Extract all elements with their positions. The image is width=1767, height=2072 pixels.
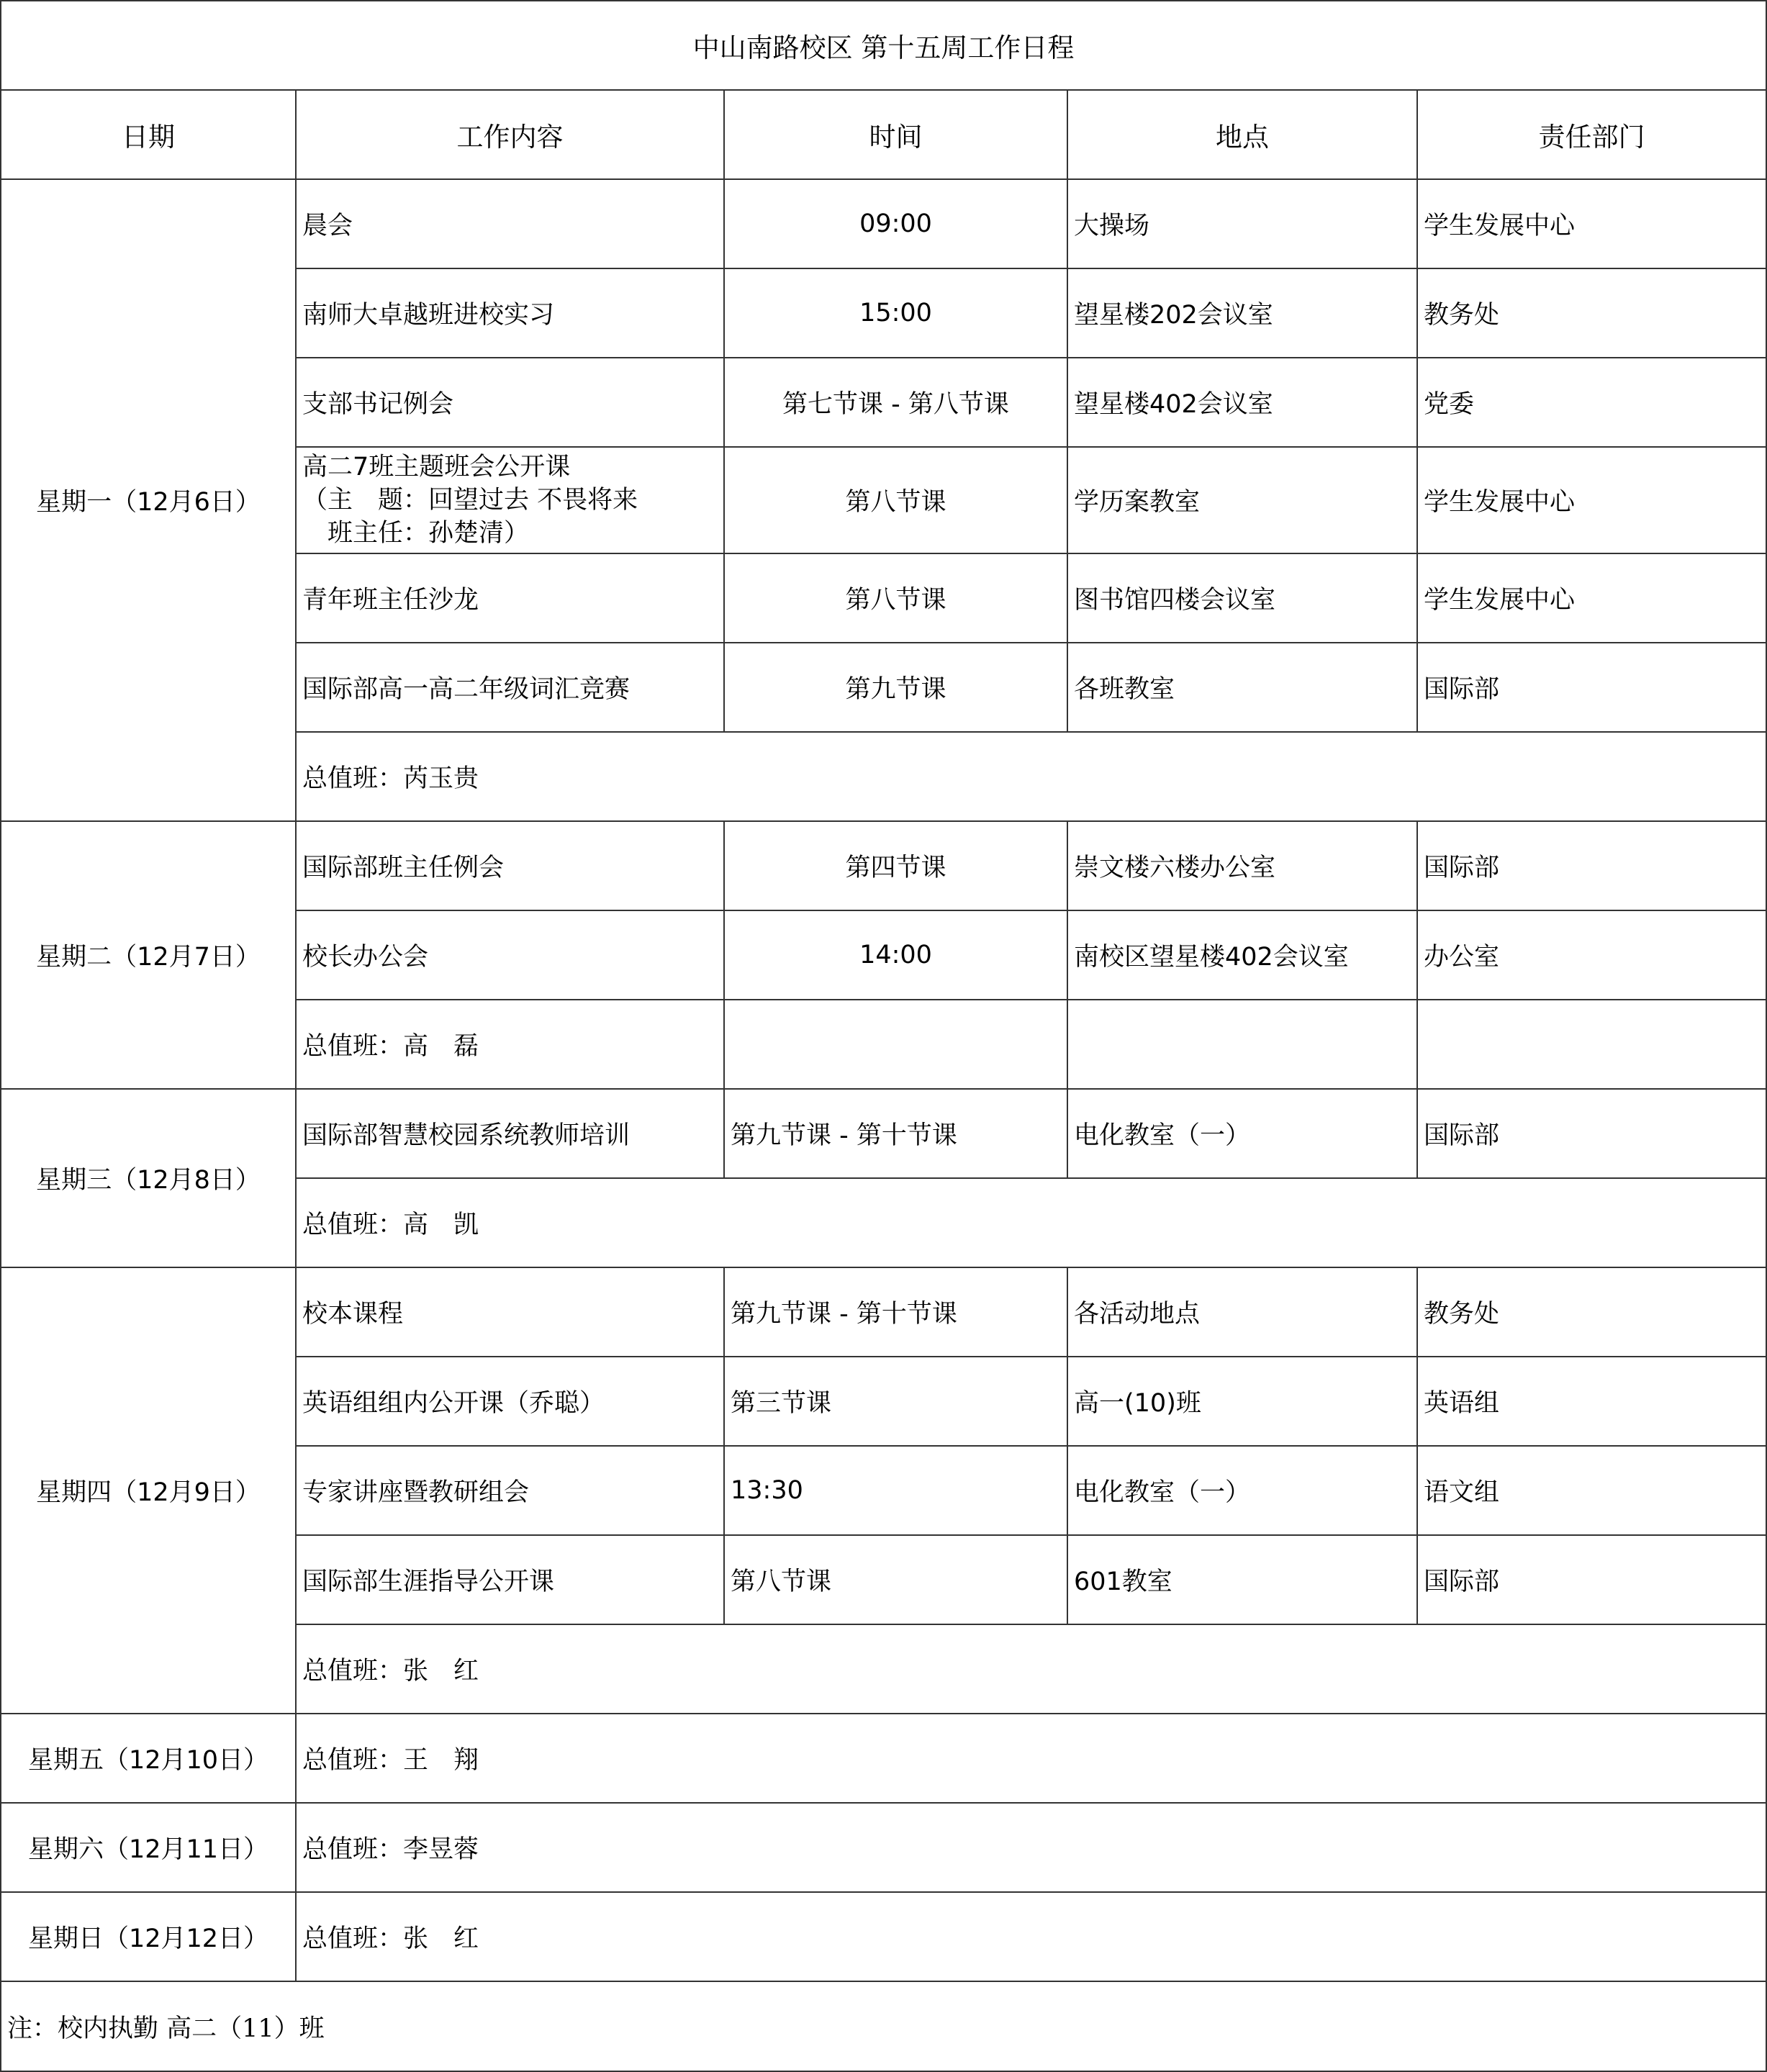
header-content: 工作内容 xyxy=(296,90,724,179)
header-dept: 责任部门 xyxy=(1417,90,1766,179)
duty-cell-tue: 总值班：高 磊 xyxy=(296,1000,724,1089)
table-row xyxy=(1,179,1766,268)
dept-cell: 党委 xyxy=(1417,358,1766,447)
place-cell: 电化教室（一） xyxy=(1067,1089,1417,1178)
content-cell: 专家讲座暨教研组会 xyxy=(296,1446,724,1535)
header-row xyxy=(1,90,1766,179)
place-cell: 望星楼202会议室 xyxy=(1067,268,1417,358)
duty-cell-sat: 总值班：李昱蓉 xyxy=(296,1803,1766,1892)
duty-cell-mon: 总值班：芮玉贵 xyxy=(296,732,1766,821)
duty-cell-wed: 总值班：高 凯 xyxy=(296,1178,1766,1267)
time-cell: 13:30 xyxy=(724,1446,1067,1535)
content-cell: 支部书记例会 xyxy=(296,358,724,447)
place-cell: 各活动地点 xyxy=(1067,1267,1417,1357)
dept-cell: 国际部 xyxy=(1417,821,1766,910)
place-cell: 望星楼402会议室 xyxy=(1067,358,1417,447)
place-cell: 大操场 xyxy=(1067,179,1417,268)
duty-cell-sun: 总值班：张 红 xyxy=(296,1892,1766,1981)
content-line: 高二7班主题班会公开课 xyxy=(302,453,571,481)
time-cell: 09:00 xyxy=(724,179,1067,268)
content-cell: 青年班主任沙龙 xyxy=(296,553,724,643)
time-cell: 14:00 xyxy=(724,910,1067,1000)
date-cell-fri: 星期五（12月10日） xyxy=(1,1714,296,1803)
place-cell: 南校区望星楼402会议室 xyxy=(1067,910,1417,1000)
header-date: 日期 xyxy=(1,90,296,179)
date-cell-sat: 星期六（12月11日） xyxy=(1,1803,296,1892)
dept-cell: 教务处 xyxy=(1417,268,1766,358)
date-cell-tue: 星期二（12月7日） xyxy=(1,821,296,1089)
date-cell-sun: 星期日（12月12日） xyxy=(1,1892,296,1981)
duty-cell-thu: 总值班：张 红 xyxy=(296,1624,1766,1714)
time-cell: 第八节课 xyxy=(724,447,1067,553)
content-cell: 南师大卓越班进校实习 xyxy=(296,268,724,358)
content-cell: 国际部生涯指导公开课 xyxy=(296,1535,724,1624)
place-cell: 图书馆四楼会议室 xyxy=(1067,553,1417,643)
place-cell: 601教室 xyxy=(1067,1535,1417,1624)
header-place: 地点 xyxy=(1067,90,1417,179)
dept-cell: 学生发展中心 xyxy=(1417,179,1766,268)
content-line: 班主任：孙楚清） xyxy=(302,519,530,548)
place-cell: 电化教室（一） xyxy=(1067,1446,1417,1535)
content-cell: 校长办公会 xyxy=(296,910,724,1000)
time-cell: 第九节课 - 第十节课 xyxy=(724,1089,1067,1178)
content-cell: 国际部高一高二年级词汇竞赛 xyxy=(296,643,724,732)
content-cell xyxy=(296,447,724,553)
empty-cell xyxy=(724,1000,1067,1089)
duty-row xyxy=(1,1714,1766,1803)
place-cell: 学历案教室 xyxy=(1067,447,1417,553)
footnote: 注：校内执勤 高二（11）班 xyxy=(1,1981,1766,2071)
dept-cell: 英语组 xyxy=(1417,1357,1766,1446)
place-cell: 高一(10)班 xyxy=(1067,1357,1417,1446)
dept-cell: 语文组 xyxy=(1417,1446,1766,1535)
duty-cell-fri: 总值班：王 翔 xyxy=(296,1714,1766,1803)
empty-cell xyxy=(1417,1000,1766,1089)
date-cell-mon: 星期一（12月6日） xyxy=(1,179,296,821)
header-time: 时间 xyxy=(724,90,1067,179)
date-cell-thu: 星期四（12月9日） xyxy=(1,1267,296,1714)
page-title: 中山南路校区 第十五周工作日程 xyxy=(1,1,1766,90)
time-cell: 第三节课 xyxy=(724,1357,1067,1446)
dept-cell: 办公室 xyxy=(1417,910,1766,1000)
duty-row xyxy=(1,1892,1766,1981)
dept-cell: 国际部 xyxy=(1417,643,1766,732)
place-cell: 崇文楼六楼办公室 xyxy=(1067,821,1417,910)
dept-cell: 学生发展中心 xyxy=(1417,553,1766,643)
table-row xyxy=(1,1267,1766,1357)
dept-cell: 学生发展中心 xyxy=(1417,447,1766,553)
table-row xyxy=(1,821,1766,910)
dept-cell: 教务处 xyxy=(1417,1267,1766,1357)
content-cell: 英语组组内公开课（乔聪） xyxy=(296,1357,724,1446)
content-line: （主 题：回望过去 不畏将来 xyxy=(302,486,638,515)
time-cell: 第四节课 xyxy=(724,821,1067,910)
time-cell: 第九节课 - 第十节课 xyxy=(724,1267,1067,1357)
time-cell: 第九节课 xyxy=(724,643,1067,732)
date-cell-wed: 星期三（12月8日） xyxy=(1,1089,296,1267)
dept-cell: 国际部 xyxy=(1417,1535,1766,1624)
place-cell: 各班教室 xyxy=(1067,643,1417,732)
time-cell: 第八节课 xyxy=(724,1535,1067,1624)
time-cell: 15:00 xyxy=(724,268,1067,358)
table-row xyxy=(1,1089,1766,1178)
content-cell: 国际部班主任例会 xyxy=(296,821,724,910)
content-cell: 校本课程 xyxy=(296,1267,724,1357)
content-cell: 国际部智慧校园系统教师培训 xyxy=(296,1089,724,1178)
time-cell: 第八节课 xyxy=(724,553,1067,643)
empty-cell xyxy=(1067,1000,1417,1089)
content-cell: 晨会 xyxy=(296,179,724,268)
duty-row xyxy=(1,1803,1766,1892)
time-cell: 第七节课 - 第八节课 xyxy=(724,358,1067,447)
dept-cell: 国际部 xyxy=(1417,1089,1766,1178)
